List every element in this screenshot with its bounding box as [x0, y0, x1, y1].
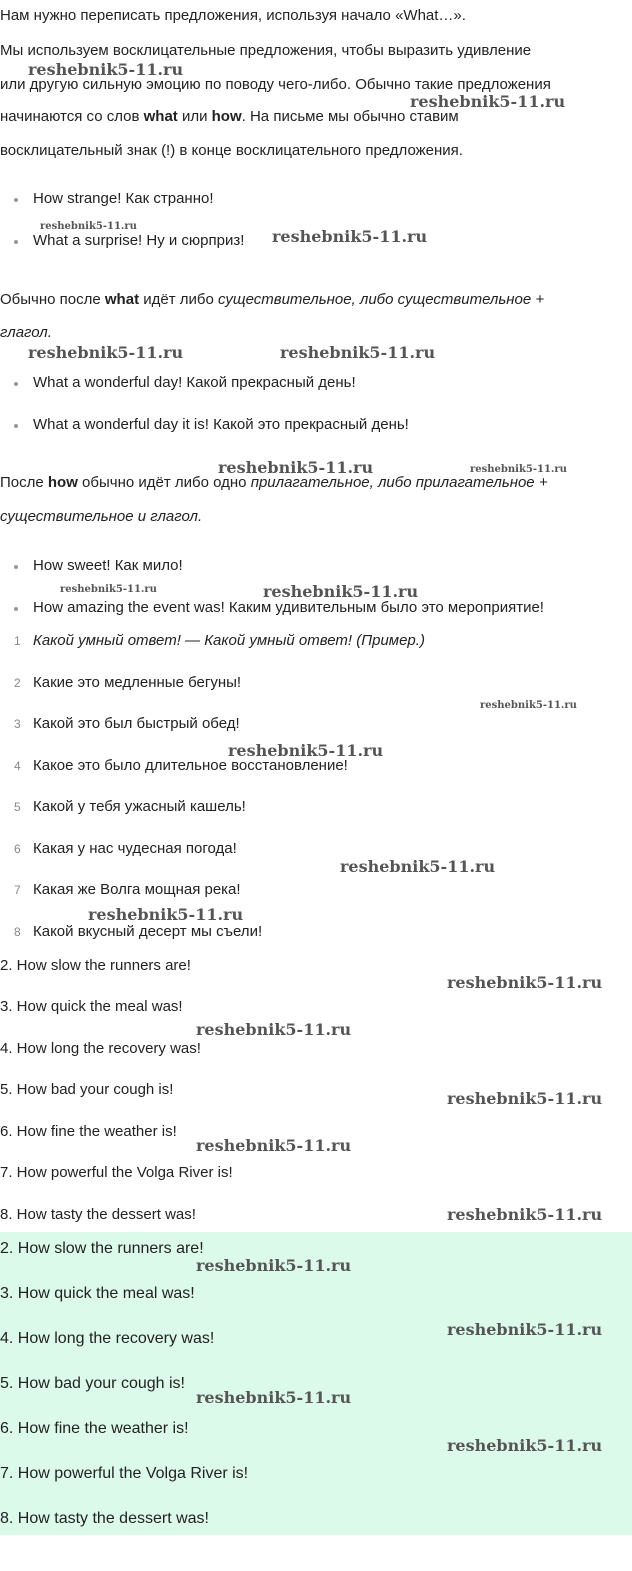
paragraph-line: или другую сильную эмоцию по поводу чего-либо. Обычно такие предложения	[0, 76, 551, 93]
answer-box	[0, 1232, 632, 1535]
bullet	[14, 607, 18, 611]
italic-text: Какой умный ответ! — Какой умный ответ! (Пример.)	[33, 632, 425, 649]
list-number: 7	[14, 883, 21, 897]
list-number: 4	[14, 759, 21, 773]
list-number: 1	[14, 634, 21, 648]
list-item: What a wonderful day! Какой прекрасный день!	[33, 374, 356, 391]
watermark: reshebnik5-11.ru	[88, 905, 244, 924]
bullet	[14, 565, 18, 569]
list-number: 8	[14, 925, 21, 939]
answer-line: 3. How quick the meal was!	[0, 1285, 195, 1302]
answer-line: 4. How long the recovery was!	[0, 1040, 201, 1057]
list-number: 2	[14, 676, 21, 690]
watermark: reshebnik5-11.ru	[28, 60, 184, 79]
answer-line: 5. How bad your cough is!	[0, 1375, 185, 1392]
watermark: reshebnik5-11.ru	[60, 584, 157, 595]
watermark: reshebnik5-11.ru	[40, 221, 137, 232]
answer-line: 5. How bad your cough is!	[0, 1081, 174, 1098]
text: или	[177, 108, 212, 125]
answer-line: 7. How powerful the Volga River is!	[0, 1465, 249, 1482]
answer-line: 8. How tasty the dessert was!	[0, 1206, 196, 1223]
bullet	[14, 198, 18, 202]
watermark: reshebnik5-11.ru	[196, 1256, 352, 1275]
answer-line: 8. How tasty the dessert was!	[0, 1510, 209, 1527]
keyword-how: how	[47, 474, 78, 491]
intro-line: Нам нужно переписать предложения, используя начало «What…».	[0, 7, 466, 24]
list-item: How amazing the event was! Каким удивительным было это мероприятие!	[33, 599, 544, 616]
text: . На письме мы обычно ставим	[241, 108, 459, 125]
paragraph-line: Мы используем восклицательные предложения, чтобы выразить удивление	[0, 42, 532, 59]
watermark: reshebnik5-11.ru	[272, 227, 428, 246]
paragraph-line: восклицательный знак (!) в конце восклицательного предложения.	[0, 142, 463, 159]
watermark: reshebnik5-11.ru	[263, 582, 419, 601]
paragraph-line	[0, 107, 459, 127]
watermark: reshebnik5-11.ru	[28, 343, 184, 362]
watermark: reshebnik5-11.ru	[280, 343, 436, 362]
numbered-item: Какое это было длительное восстановление!	[33, 757, 348, 774]
numbered-item: Какая у нас чудесная погода!	[33, 840, 237, 857]
watermark: reshebnik5-11.ru	[340, 857, 496, 876]
keyword-how: how	[211, 108, 242, 125]
rule-line	[0, 323, 52, 343]
list-item: How strange! Как странно!	[33, 190, 214, 207]
list-number: 6	[14, 842, 21, 856]
watermark: reshebnik5-11.ru	[196, 1388, 352, 1407]
bullet	[14, 424, 18, 428]
watermark: reshebnik5-11.ru	[470, 464, 567, 475]
numbered-item	[33, 631, 425, 651]
italic-text: глагол.	[0, 324, 52, 341]
watermark: reshebnik5-11.ru	[447, 1320, 603, 1339]
watermark: reshebnik5-11.ru	[447, 1436, 603, 1455]
answer-line: 6. How fine the weather is!	[0, 1123, 177, 1140]
watermark: reshebnik5-11.ru	[480, 700, 577, 711]
answer-line: 4. How long the recovery was!	[0, 1330, 215, 1347]
list-number: 5	[14, 800, 21, 814]
watermark: reshebnik5-11.ru	[218, 458, 374, 477]
keyword-what: what	[104, 291, 140, 308]
answer-line: 2. How slow the runners are!	[0, 957, 191, 974]
numbered-item: Какой это был быстрый обед!	[33, 715, 240, 732]
watermark: reshebnik5-11.ru	[196, 1020, 352, 1039]
text: Обычно после	[0, 291, 105, 308]
numbered-item: Какая же Волга мощная река!	[33, 881, 241, 898]
text: идёт либо	[139, 291, 218, 308]
numbered-item: Какой вкусный десерт мы съели!	[33, 923, 263, 940]
rule-line	[0, 507, 202, 527]
italic-text: существительное, либо существительное +	[217, 291, 545, 308]
answer-line: 2. How slow the runners are!	[0, 1240, 204, 1257]
italic-text: прилагательное, либо прилагательное +	[250, 474, 548, 491]
list-number: 3	[14, 717, 21, 731]
numbered-item: Какой у тебя ужасный кашель!	[33, 798, 246, 815]
answer-line: 7. How powerful the Volga River is!	[0, 1164, 233, 1181]
watermark: reshebnik5-11.ru	[447, 973, 603, 992]
list-item: How sweet! Как мило!	[33, 557, 183, 574]
text: начинаются со слов	[0, 108, 144, 125]
list-item: What a wonderful day it is! Какой это прекрасный день!	[33, 416, 409, 433]
watermark: reshebnik5-11.ru	[447, 1089, 603, 1108]
text: После	[0, 474, 48, 491]
answer-line: 6. How fine the weather is!	[0, 1420, 189, 1437]
list-item: What a surprise! Ну и сюрприз!	[33, 232, 245, 249]
keyword-what: what	[143, 108, 178, 125]
answer-line: 3. How quick the meal was!	[0, 998, 183, 1015]
bullet	[14, 240, 18, 244]
bullet	[14, 382, 18, 386]
watermark: reshebnik5-11.ru	[196, 1136, 352, 1155]
italic-text: существительное и глагол.	[0, 508, 203, 525]
watermark: reshebnik5-11.ru	[228, 741, 384, 760]
watermark: reshebnik5-11.ru	[410, 92, 566, 111]
watermark: reshebnik5-11.ru	[447, 1205, 603, 1224]
text: обычно идёт либо одно	[77, 474, 251, 491]
numbered-item: Какие это медленные бегуны!	[33, 674, 242, 691]
rule-line	[0, 290, 544, 310]
